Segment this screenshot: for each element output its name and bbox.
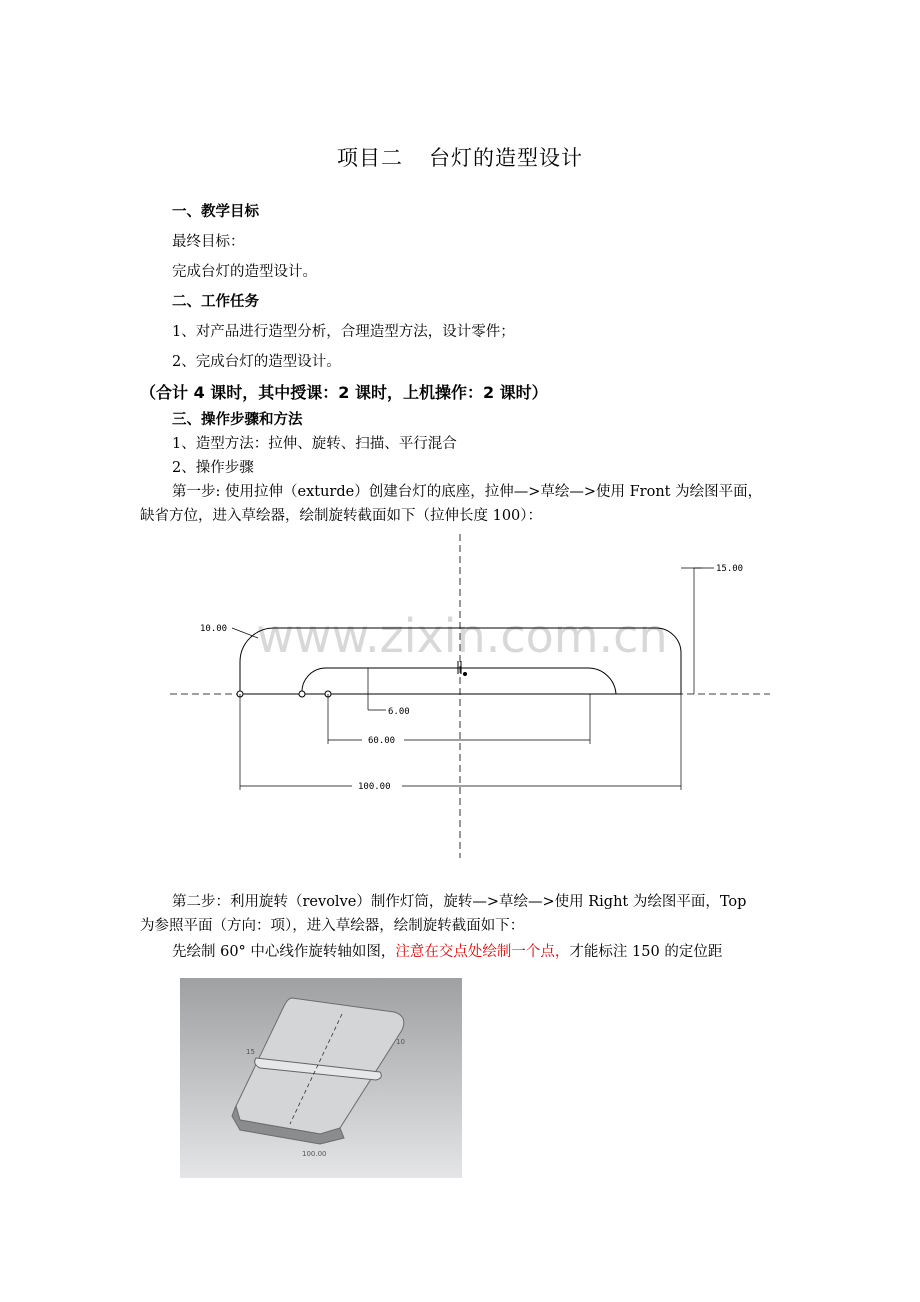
title-project: 项目二: [337, 146, 403, 170]
vertex-point: [299, 691, 305, 697]
highlighted-note: 注意在交点处绘制一个点，: [395, 944, 570, 960]
dim-15-label: 15.00: [716, 564, 744, 574]
watermark: www.zixin.com.cn: [256, 609, 668, 663]
step-2-line-3-start: 先绘制 60° 中心线作旋转轴如图，: [172, 944, 396, 960]
render-label-right: 10: [396, 1038, 405, 1046]
base-render-image: [180, 978, 462, 1178]
section-3-item-1: 1、造型方法：拉伸、旋转、扫描、平行混合: [172, 436, 457, 452]
section-1-heading: 一、教学目标: [172, 204, 259, 220]
sketch-point: [463, 672, 467, 676]
dim-10-leader: [232, 628, 258, 638]
section-2-item-2: 2、完成台灯的造型设计。: [172, 354, 341, 370]
step-1-line-1: 第一步: 使用拉伸（exturde）创建台灯的底座，拉伸—>草绘—>使用 Front 为绘图平面，: [172, 484, 763, 500]
step-2-line-3: [172, 942, 722, 962]
section-3-heading: 三、操作步骤和方法: [172, 412, 303, 428]
step-2-line-3-end: 才能标注 150 的定位距: [569, 944, 723, 960]
hours-summary: （合计 4 课时，其中授课：2 课时，上机操作：2 课时）: [140, 383, 548, 402]
render-label-left: 15: [246, 1048, 255, 1056]
dim-10-label: 10.00: [200, 624, 228, 634]
dim-60-label: 60.00: [368, 736, 396, 746]
sketch-drawing: [140, 528, 780, 864]
dim-100-label: 100.00: [358, 782, 391, 792]
section-1-line-2: 完成台灯的造型设计。: [172, 264, 317, 280]
step-1-line-2: 缺省方位，进入草绘器，绘制旋转截面如下（拉伸长度 100）：: [140, 508, 543, 524]
render-label-bottom: 100.00: [302, 1150, 327, 1158]
section-1-line-1: 最终目标：: [172, 234, 245, 250]
title-subject: 台灯的造型设计: [429, 146, 583, 170]
step-2-line-1: 第二步：利用旋转（revolve）制作灯筒，旋转—>草绘—>使用 Right 为绘图平面，Top: [172, 894, 747, 910]
dim-6-label: 6.00: [388, 707, 410, 717]
section-2-heading: 二、工作任务: [172, 294, 259, 310]
inner-slot: [302, 668, 616, 694]
page-title: [0, 142, 920, 172]
section-2-item-1: 1、对产品进行造型分析，合理造型方法，设计零件；: [172, 324, 515, 340]
step-2-line-2: 为参照平面（方向：项），进入草绘器，绘制旋转截面如下：: [140, 918, 525, 934]
section-3-item-2: 2、操作步骤: [172, 460, 254, 476]
